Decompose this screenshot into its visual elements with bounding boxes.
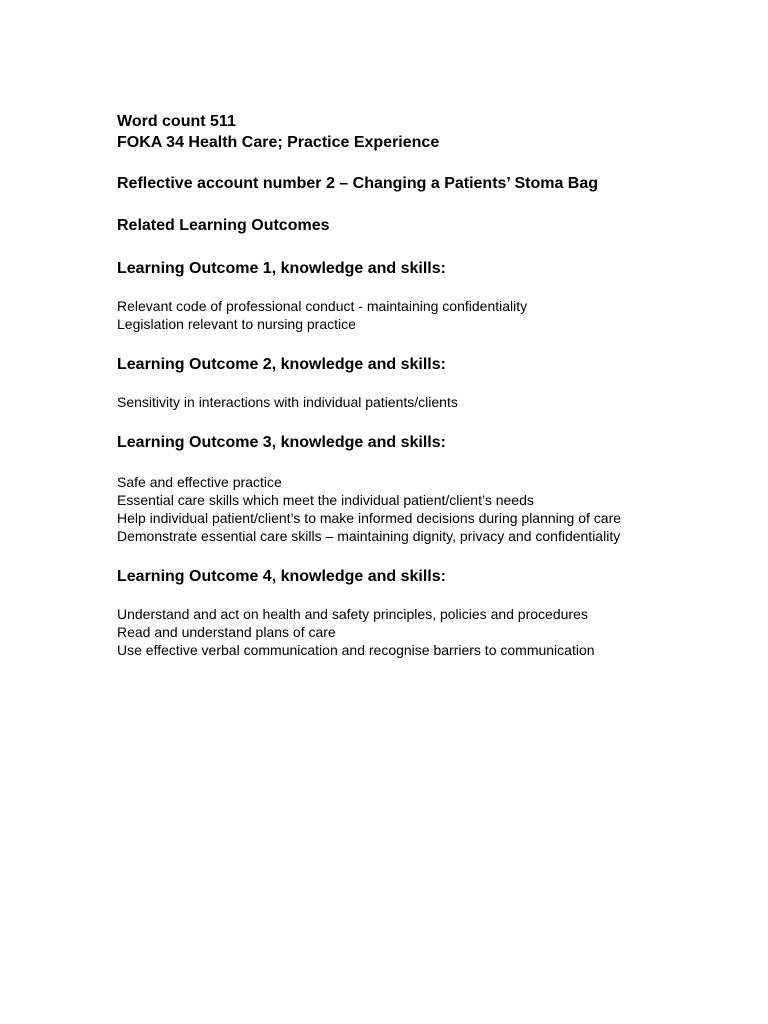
learning-outcome-3 xyxy=(117,432,657,545)
document-header xyxy=(117,111,657,153)
word-count: Word count 511 xyxy=(117,113,236,130)
outcome-item: Use effective verbal communication and recognise barriers to communication xyxy=(117,642,595,658)
outcome-title: Learning Outcome 1, knowledge and skills: xyxy=(117,260,446,277)
outcome-item: Read and understand plans of care xyxy=(117,624,336,640)
outcome-items xyxy=(117,473,657,545)
learning-outcome-1 xyxy=(117,258,657,333)
outcome-items xyxy=(117,605,657,659)
outcome-item: Relevant code of professional conduct - maintaining confidentiality xyxy=(117,298,528,314)
outcome-items xyxy=(117,297,657,333)
outcome-item: Help individual patient/client’s to make informed decisions during planning of care xyxy=(117,510,622,526)
outcome-item: Sensitivity in interactions with individual patients/clients xyxy=(117,394,458,410)
learning-outcome-4 xyxy=(117,566,657,659)
learning-outcome-2 xyxy=(117,354,657,411)
outcome-items xyxy=(117,393,657,411)
document-page xyxy=(117,111,657,659)
outcome-item: Legislation relevant to nursing practice xyxy=(117,316,356,332)
account-title: Reflective account number 2 – Changing a Patients’ Stoma Bag xyxy=(117,175,599,192)
outcome-title: Learning Outcome 2, knowledge and skills: xyxy=(117,356,446,373)
related-outcomes-heading: Related Learning Outcomes xyxy=(117,217,330,234)
outcome-title: Learning Outcome 4, knowledge and skills: xyxy=(117,568,446,585)
course-title: FOKA 34 Health Care; Practice Experience xyxy=(117,134,440,151)
outcome-item: Safe and effective practice xyxy=(117,474,282,490)
outcome-title: Learning Outcome 3, knowledge and skills: xyxy=(117,434,446,451)
outcome-item: Essential care skills which meet the individual patient/client’s needs xyxy=(117,492,534,508)
outcome-item: Demonstrate essential care skills – maintaining dignity, privacy and confidentiality xyxy=(117,528,621,544)
outcome-item: Understand and act on health and safety principles, policies and procedures xyxy=(117,606,588,622)
